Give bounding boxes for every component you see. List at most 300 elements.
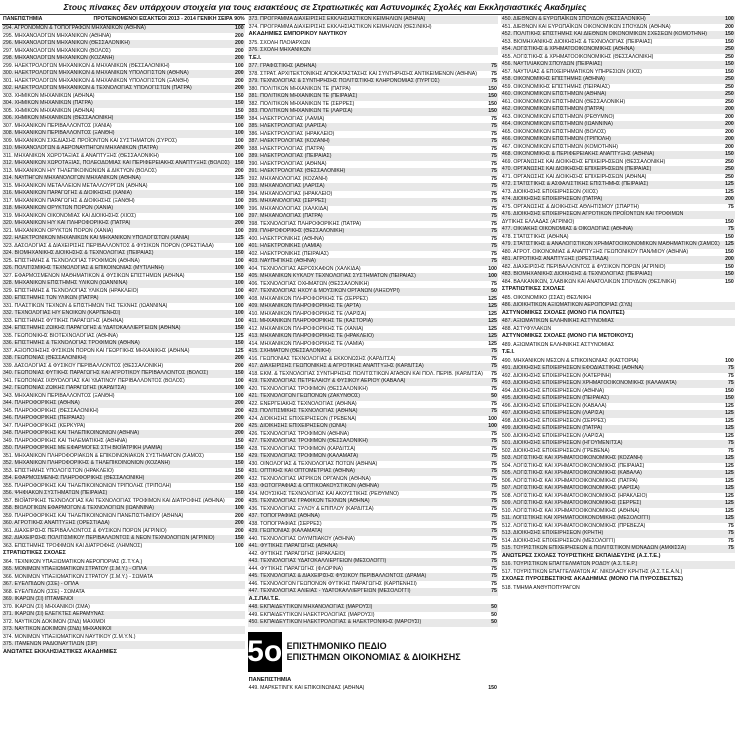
admission-count: 125	[725, 432, 734, 439]
department-name: 415. ΣΧΗΜΑΤΩΝ (ΘΕΣΣΑΛΟΝΙΚΗ)	[248, 348, 331, 355]
column-1-header	[2, 16, 245, 25]
department-name: 361. ΔΙΑΧΕΙΡΙΣΗΣ ΠΕΡΙΒΑΛΛΟΝΤΟΣ & ΦΥΣΙΚΩΝ ΠΟΡΩΝ (ΑΓΡΙΝΙΟ)	[3, 527, 167, 534]
list-item	[2, 55, 245, 63]
list-item	[501, 91, 735, 99]
department-name: 322. ΗΛΕΚΤΡΟΝΙΚΩΝ ΜΗΧΑΝΙΚΩΝ ΚΑΙ ΜΗΧΑΝΙΚΩΝ ΥΠΟΛΟΓΙΣΤΩΝ (ΧΑΝΙΑ)	[3, 235, 190, 242]
department-name: 470. ΟΡΓΑΝΩΣΗΣ ΚΑΙ ΔΙΟΙΚΗΣΗΣ ΕΠΙΧΕΙΡΗΣΕΩΝ (ΠΕΙΡΑΙΑΣ)	[501, 166, 652, 173]
department-name: 503. ΛΟΓΙΣΤΙΚΗΣ ΚΑΙ ΧΡΗΜΑΤΟΟΙΚΟΝΟΜΙΚΗΣ (ΚΟΖΑΝΗ)	[501, 455, 643, 462]
admission-count: 150	[234, 250, 244, 257]
department-name: 492. ΔΙΟΙΚΗΣΗΣ ΕΠΙΧΕΙΡΗΣΕΩΝ (ΚΑΤΕΡΙΝΗ)	[501, 372, 612, 379]
department-name: 309. ΜΗΧΑΝΙΚΩΝ ΣΧΕΔΙΑΣΗΣ ΠΡΟΪΟΝΤΩΝ ΚΑΙ ΣΥΣΤΗΜΑΤΩΝ (ΣΥΡΟΣ)	[3, 137, 177, 144]
department-name: 337. ΑΞΙΟΠΟΙΗΣΗΣ ΦΥΣΙΚΩΝ ΠΟΡΩΝ ΚΑΙ ΓΕΩΡΓΙΚΗΣ ΜΗΧΑΝΙΚΗΣ (ΑΘΗΝΑ)	[3, 347, 190, 354]
department-name: 297. ΜΗΧΑΝΟΛΟΓΩΝ ΜΗΧΑΝΙΚΩΝ (ΒΟΛΟΣ)	[3, 47, 111, 54]
list-item	[501, 545, 735, 553]
department-name: 419. ΤΕΧΝΟΛΟΓΙΑΣ ΠΕΤΡΕΛΑΙΟΥ & ΦΥΣΙΚΟΥ ΑΕΡΙΟΥ (ΚΑΒΑΛΑ)	[248, 378, 406, 385]
list-item	[2, 78, 245, 86]
department-name: 432. ΤΕΧΝΟΛΟΓΙΑΣ ΙΑΤΡΙΚΩΝ ΟΡΓΑΝΩΝ (ΑΘΗΝΑ)	[248, 475, 371, 482]
admission-count: 75	[491, 145, 497, 152]
list-item	[248, 348, 498, 356]
admission-count: 150	[725, 271, 734, 278]
list-item	[248, 303, 498, 311]
list-item	[2, 130, 245, 138]
department-name: 345. ΠΛΗΡΟΦΟΡΙΚΗΣ (ΘΕΣΣΑΛΟΝΙΚΗ)	[3, 407, 99, 414]
admission-count: 150	[725, 233, 734, 240]
list-item	[501, 326, 735, 334]
list-item	[501, 271, 735, 279]
admission-count: 75	[491, 123, 497, 130]
list-item	[501, 181, 735, 189]
admission-count: 75	[728, 226, 734, 233]
admission-count: 150	[725, 395, 734, 402]
admission-count: 75	[491, 430, 497, 437]
department-name: 511. ΛΟΓΙΣΤΙΚΗΣ ΚΑΙ ΧΡΗΜΑΤΟΟΙΚΟΝΟΜΙΚΗΣ (ΜΕΣΟΛΟΓΓΙ)	[501, 515, 651, 522]
department-name: 494. ΔΙΟΙΚΗΣΗΣ ΕΠΙΧΕΙΡΗΣΕΩΝ (ΑΘΗΝΑ)	[501, 387, 605, 394]
department-name: 334. ΕΠΙΣΤΗΜΗΣ ΖΩΙΚΗΣ ΠΑΡΑΓΩΓΗΣ & ΥΔΑΤΟΚΑΛΛΙΕΡΓΕΙΩΝ (ΑΘΗΝΑ)	[3, 325, 181, 332]
list-item	[2, 213, 245, 221]
list-item	[248, 423, 498, 431]
list-item	[501, 144, 735, 152]
admission-count: 75	[491, 445, 497, 452]
admission-count: 150	[488, 108, 497, 115]
department-name: 454. ΛΟΓΙΣΤΙΚΗΣ & ΧΡΗΜΑΤΟΟΙΚΟΝΟΜΙΚΗΣ (ΑΘΗΝΑ)	[501, 46, 635, 53]
list-item	[2, 235, 245, 243]
list-item	[2, 295, 245, 303]
department-name: 460. ΟΙΚΟΝΟΜΙΚΩΝ ΕΠΙΣΤΗΜΩΝ (ΑΘΗΝΑ)	[501, 91, 607, 98]
list-item	[248, 506, 498, 514]
admission-count: 150	[234, 107, 244, 114]
admission-count: 150	[234, 460, 244, 467]
department-name: 383. ΠΟΛΙΤΙΚΩΝ ΜΗΧΑΝΙΚΩΝ ΤΕ (ΛΑΡΙΣΑ)	[248, 108, 353, 115]
department-name: 463. ΟΙΚΟΝΟΜΙΚΩΝ ΕΠΙΣΤΗΜΩΝ (ΡΕΘΥΜΝΟ)	[501, 113, 615, 120]
list-item	[501, 129, 735, 137]
admission-count: 125	[725, 470, 734, 477]
admission-count: 100	[234, 302, 244, 309]
admission-count: 150	[234, 92, 244, 99]
admission-count: 200	[234, 362, 244, 369]
list-item	[248, 543, 498, 551]
list-item	[248, 198, 498, 206]
list-item	[501, 256, 735, 264]
department-name: 397. ΜΗΧΑΝΟΛΟΓΙΑΣ (ΠΑΤΡΑ)	[248, 213, 323, 220]
admission-count: 250	[725, 83, 734, 90]
department-name: 298. ΜΗΧΑΝΟΛΟΓΩΝ ΜΗΧΑΝΙΚΩΝ (ΚΟΖΑΝΗ)	[3, 55, 115, 62]
admission-count: 200	[234, 77, 244, 84]
list-item	[2, 535, 245, 543]
list-item	[501, 54, 735, 62]
admission-count: 75	[491, 550, 497, 557]
department-name: 431. ΟΠΤΙΚΗΣ ΚΑΙ ΟΠΤΟΜΕΤΡΙΑΣ (ΑΘΗΝΑ)	[248, 468, 355, 475]
department-name: 375. ΙΤΑΜΕΝΩΝ ΡΑΔΙΟΝΑΥΤΙΛΩΝ (ΣΙΡ)	[3, 641, 98, 648]
list-item	[501, 196, 735, 204]
admission-count: 125	[488, 318, 497, 325]
column-2-tail-list	[248, 677, 498, 693]
admission-count: 125	[725, 477, 734, 484]
admission-count: 75	[491, 198, 497, 205]
admission-count: 200	[234, 422, 244, 429]
department-name: 453. ΒΙΟΜΗΧΑΝΙΚΗΣ ΔΙΟΙΚΗΣΗΣ & ΤΕΧΝΟΛΟΓΙΑΣ (ΠΕΙΡΑΙΑΣ)	[501, 38, 653, 45]
admission-count: 250	[725, 158, 734, 165]
admission-count: 125	[725, 181, 734, 188]
list-item	[248, 161, 498, 169]
department-name: 509. ΛΟΓΙΣΤΙΚΗΣ ΚΑΙ ΧΡΗΜΑΤΟΟΙΚΟΝΟΜΙΚΗΣ (ΣΕΡΡΕΣ)	[501, 500, 642, 507]
admission-count: 150	[234, 445, 244, 452]
department-name: 351. ΜΗΧΑΝΙΚΩΝ ΠΛΗΡΟΦΟΡΙΑΚΩΝ & ΕΠΙΚΟΙΝΩΝΙΑΚΩΝ ΣΥΣΤΗΜΑΤΩΝ (ΣΑΜΟΣ)	[3, 452, 204, 459]
list-item	[248, 236, 498, 244]
department-name: 349. ΠΛΗΡΟΦΟΡΙΚΗΣ ΚΑΙ ΤΗΛΕΜΑΤΙΚΗΣ (ΑΘΗΝΑ)	[3, 437, 128, 444]
list-item	[248, 281, 498, 289]
department-name: 389. ΗΛΕΚΤΡΟΛΟΓΙΑΣ (ΠΕΙΡΑΙΑΣ)	[248, 153, 332, 160]
list-item	[501, 515, 735, 523]
list-item	[2, 198, 245, 206]
department-name: 339. ΔΑΣΟΛΟΓΙΑΣ & ΦΥΣΙΚΟΥ ΠΕΡΙΒΑΛΛΟΝΤΟΣ (ΘΕΣΣΑΛΟΝΙΚΗ)	[3, 362, 164, 369]
admission-count: 75	[491, 453, 497, 460]
department-name: 312. ΜΗΧΑΝΙΚΩΝ ΧΩΡΟΤΑΞΙΑΣ, ΠΟΛΕΟΔΟΜΙΑΣ ΚΑΙ ΠΕΡΙΦΕΡΕΙΑΚΗΣ ΑΝΑΠΤΥΞΗΣ (ΒΟΛΟΣ)	[3, 160, 230, 167]
department-name: 367. ΕΥΕΛΠΙΔΩΝ (ΣΣΕ) - ΟΠΛΑ	[3, 581, 79, 588]
list-item	[248, 401, 498, 409]
department-name: 321. ΜΗΧΑΝΙΚΩΝ ΟΡΥΚΤΩΝ ΠΟΡΩΝ (ΧΑΝΙΑ)	[3, 227, 114, 234]
list-item	[248, 243, 498, 251]
list-item	[2, 205, 245, 213]
department-name: 304. ΧΗΜΙΚΩΝ ΜΗΧΑΝΙΚΩΝ (ΠΑΤΡΑ)	[3, 100, 93, 107]
list-item	[248, 288, 498, 296]
admission-count: 75	[491, 505, 497, 512]
admission-count: 75	[728, 372, 734, 379]
list-item	[2, 408, 245, 416]
list-item	[501, 204, 735, 212]
list-item	[248, 416, 498, 424]
admission-count: 75	[491, 513, 497, 520]
column-1-header-right: ΠΡΟΤΕΙΝΟΜΕΝΟΙ ΕΙΣΑΚΤΕΟΙ 2013 - 2014 ΓΕΝΙΚΗ ΣΕΙΡΑ 90%	[93, 16, 245, 23]
admission-count: 125	[725, 241, 734, 248]
list-item	[248, 206, 498, 214]
list-item	[501, 114, 735, 122]
department-name: 327. ΕΦΑΡΜΟΣΜΕΝΩΝ ΜΑΘΗΜΑΤΙΚΩΝ & ΦΥΣΙΚΩΝ ΕΠΙΣΤΗΜΩΝ (ΑΘΗΝΑ)	[3, 272, 185, 279]
admission-count: 75	[491, 175, 497, 182]
list-item	[248, 311, 498, 319]
admission-count: 75	[491, 138, 497, 145]
section-heading: ΣΧΟΛΕΣ ΠΥΡΟΣΒΕΣΤΙΚΗΣ ΑΚΑΔΗΜΙΑΣ (ΜΟΝΟ ΓΙΑ ΠΥΡΟΣΒΕΣΤΕΣ)	[501, 576, 735, 585]
column-1	[2, 16, 245, 756]
admission-count: 125	[725, 492, 734, 499]
admission-count: 150	[234, 100, 244, 107]
department-name: 442. ΦΥΤΙΚΗΣ ΠΑΡΑΓΩΓΗΣ (ΗΡΑΚΛΕΙΟ)	[248, 550, 346, 557]
admission-count: 75	[491, 250, 497, 257]
department-name: 317. ΜΗΧΑΝΙΚΩΝ ΠΑΡΑΓΩΓΗΣ & ΔΙΟΙΚΗΣΗΣ (ΞΑΝΘΗ)	[3, 197, 135, 204]
department-name: 331. ΠΛΑΣΤΙΚΩΝ ΤΕΧΝΩΝ & ΕΠΙΣΤΗΜΩΝ ΤΗΣ ΤΕΧΝΗΣ (ΙΩΑΝΝΙΝΑ)	[3, 302, 168, 309]
admission-count: 125	[234, 235, 244, 242]
list-item	[501, 46, 735, 54]
admission-count: 125	[725, 462, 734, 469]
department-name: 405. ΜΗΧΑΝΙΚΩΝ ΚΥΚΛΟΥ ΤΕΧΝΟΛΟΓΙΑΣ ΣΥΣΤΗΜΑΤΩΝ (ΠΕΙΡΑΙΑΣ)	[248, 273, 416, 280]
department-name: 341. ΓΕΩΠΟΝΙΑΣ ΙΧΘΥΟΛΟΓΙΑΣ ΚΑΙ ΥΔΑΤΙΝΟΥ ΠΕΡΙΒΑΛΛΟΝΤΟΣ (ΒΟΛΟΣ)	[3, 377, 185, 384]
admission-count: 150	[234, 490, 244, 497]
department-name: 411. ΜΗΧΑΝΙΚΩΝ ΠΛΗΡΟΦΟΡΙΚΗΣ ΤΕ (ΚΑΣΤΟΡΙΑ)	[248, 318, 373, 325]
department-name: 378. ΣΤΡΑΤ. ΑΡΧΙΤΕΚΤΟΝΙΚΗΣ ΑΠΟΚΑΤΑΣΤΑΣΗΣ ΚΑΙ ΣΥΝΤΗΡΗΣΗΣ ΑΝΤΙΚΕΙΜΕΝΩΝ (ΑΘΗΝΑ)	[248, 70, 477, 77]
admission-count: 75	[491, 400, 497, 407]
department-name: 320. ΜΗΧΑΝΙΚΩΝ Η/Υ ΚΑΙ ΠΛΗΡΟΦΟΡΙΚΗΣ (ΠΑΤΡΑ)	[3, 220, 131, 227]
list-item	[2, 611, 245, 619]
list-item	[2, 559, 245, 567]
department-name: 303. ΧΗΜΙΚΩΝ ΜΗΧΑΝΙΚΩΝ (ΑΘΗΝΑ)	[3, 92, 95, 99]
department-name: 315. ΜΗΧΑΝΙΚΩΝ ΜΕΤΑΛΛΕΙΩΝ ΜΕΤΑΛΛΟΥΡΓΩΝ (ΑΘΗΝΑ)	[3, 182, 148, 189]
list-item	[248, 612, 498, 620]
list-item	[2, 153, 245, 161]
admission-count: 100	[234, 130, 244, 137]
list-item	[248, 63, 498, 71]
department-name: 472. ΣΤΑΤΙΣΤΙΚΗΣ & ΑΣΦΑΛΙΣΤΙΚΗΣ ΕΠΙΣΤΗΜΗΣ (ΠΕΙΡΑΙΑΣ)	[501, 181, 649, 188]
department-name: 437. ΤΟΠΟΓΡΑΦΙΑΣ (ΑΘΗΝΑ)	[248, 513, 320, 520]
department-name: 417. ΔΙΑΧΕΙΡΙΣΗΣ ΓΕΩΠΟΝΙΚΗΣ & ΑΓΡΟΤΙΚΗΣ ΑΝΑΠΤΥΞΗΣ (ΚΑΡΔΙΤΣΑ)	[248, 363, 424, 370]
list-item	[2, 423, 245, 431]
list-item	[2, 25, 245, 33]
list-item	[248, 453, 498, 461]
department-name: 502. ΔΙΟΙΚΗΣΗΣ ΕΠΙΧΕΙΡΗΣΕΩΝ (ΓΡΕΒΕΝΑ)	[501, 447, 610, 454]
department-name: 409. ΜΗΧΑΝΙΚΩΝ ΠΛΗΡΟΦΟΡΙΚΗΣ ΤΕ (ΑΡΤΑ)	[248, 303, 361, 310]
department-name: 386. ΗΛΕΚΤΡΟΛΟΓΙΑΣ (ΗΡΑΚΛΕΙΟ)	[248, 130, 335, 137]
department-name: 348. ΠΛΗΡΟΦΟΡΙΚΗΣ ΚΑΙ ΤΗΛΕΠΙΚΟΙΝΩΝΙΩΝ (ΑΘΗΝΑ)	[3, 430, 140, 437]
list-item	[248, 408, 498, 416]
admission-count: 150	[725, 248, 734, 255]
department-name: 455. ΛΟΓΙΣΤΙΚΗΣ & ΧΡΗΜΑΤΟΟΙΚΟΝΟΜΙΚΗΣ (ΘΕΣΣΑΛΟΝΙΚΗ)	[501, 53, 654, 60]
admission-count: 100	[234, 182, 244, 189]
admission-count: 75	[491, 355, 497, 362]
admission-count: 75	[491, 280, 497, 287]
list-item	[248, 123, 498, 131]
admission-count: 125	[234, 347, 244, 354]
admission-count: 150	[234, 370, 244, 377]
department-name: 316. ΜΗΧΑΝΙΚΩΝ ΠΑΡΑΓΩΓΗΣ & ΔΙΟΙΚΗΣΗΣ (ΧΑΝΙΑ)	[3, 190, 132, 197]
page-header: Στους πίνακες δεν υπάρχουν στοιχεία για τους εισακτέους σε Στρατιωτικές και Αστυνομικές Σχολές και Εκκλησιαστικές Ακαδημίες	[0, 0, 650, 15]
admission-count: 75	[491, 468, 497, 475]
list-item	[2, 475, 245, 483]
admission-count: 100	[234, 205, 244, 212]
column-3-list	[501, 16, 735, 592]
department-name: 299. ΗΛΕΚΤΡΟΛΟΓΩΝ ΜΗΧΑΝΙΚΩΝ & ΜΗΧΑΝΙΚΩΝ (ΘΕΣΣΑΛΟΝΙΚΗ)	[3, 62, 170, 69]
list-item	[2, 490, 245, 498]
department-name: 393. ΜΗΧΑΝΟΛΟΓΙΑΣ (ΛΑΡΙΣΑ)	[248, 183, 325, 190]
admission-count: 200	[234, 527, 244, 534]
department-name: 396. ΜΗΧΑΝΟΛΟΓΙΑΣ (ΧΑΛΚΙΔΑ)	[248, 205, 329, 212]
list-item	[2, 168, 245, 176]
admission-count: 75	[728, 440, 734, 447]
admission-count: 125	[488, 325, 497, 332]
admission-count: 150	[234, 535, 244, 542]
list-item	[248, 551, 498, 559]
list-item	[2, 355, 245, 363]
admission-count: 150	[725, 218, 734, 225]
department-name: 307. ΜΗΧΑΝΙΚΩΝ ΠΕΡΙΒΑΛΛΟΝΤΟΣ (ΧΑΝΙΑ)	[3, 122, 112, 129]
department-name: 478. ΣΤΑΤΙΣΤΙΚΗΣ (ΑΘΗΝΑ)	[501, 233, 569, 240]
admission-count: 200	[725, 256, 734, 263]
admission-count: 75	[728, 522, 734, 529]
list-item	[2, 288, 245, 296]
department-name: 517. ΤΟΥΡΙΣΤΙΚΩΝ ΕΠΑΓΓΕΛΜΑΤΩΝ ΑΓ. ΝΙΚΟΛΑΟΥ ΚΡΗΤΗΣ (Α.Σ.Τ.Ε.Α.Ν.)	[501, 568, 683, 575]
list-item	[501, 433, 735, 441]
admission-count: 75	[491, 520, 497, 527]
department-name: 344. ΠΛΗΡΟΦΟΡΙΚΗΣ (ΑΘΗΝΑ)	[3, 400, 80, 407]
list-item	[501, 388, 735, 396]
department-name: 462. ΟΙΚΟΝΟΜΙΚΩΝ ΕΠΙΣΤΗΜΩΝ (ΠΑΤΡΑ)	[501, 106, 605, 113]
admission-count: 100	[234, 212, 244, 219]
list-item	[248, 685, 498, 693]
list-item	[501, 99, 735, 107]
department-name: 330. ΕΠΙΣΤΗΜΗΣ ΤΩΝ ΥΛΙΚΩΝ (ΠΑΤΡΑ)	[3, 295, 99, 302]
list-item	[2, 123, 245, 131]
admission-count: 50	[491, 619, 497, 626]
department-name: 507. ΛΟΓΙΣΤΙΚΗΣ ΚΑΙ ΧΡΗΜΑΤΟΟΙΚΟΝΟΜΙΚΗΣ (ΛΑΡΙΣΑ)	[501, 485, 640, 492]
list-item	[248, 146, 498, 154]
department-name: 343. ΜΗΧΑΝΙΚΩΝ ΠΕΡΙΒΑΛΛΟΝΤΟΣ (ΞΑΝΘΗ)	[3, 392, 115, 399]
department-name: 483. ΒΙΟΜΗΧΑΝΙΚΗΣ ΔΙΟΙΚΗΣΗΣ & ΤΕΧΝΟΛΟΓΙΑΣ (ΠΕΙΡΑΙΑΣ)	[501, 271, 653, 278]
list-item	[501, 76, 735, 84]
list-item	[501, 211, 735, 219]
department-name: 399. ΠΛΗΡΟΦΟΡΙΚΗΣ (ΘΕΣΣΑΛΟΝΙΚΗ)	[248, 228, 345, 235]
list-item	[248, 604, 498, 612]
department-name: 369. ΙΚΑΡΩΝ (ΣΙ) ΙΠΤΑΜΕΝΟΙ	[3, 596, 74, 603]
list-item	[248, 93, 498, 101]
department-name: 477. ΟΙΚΙΑΚΗΣ ΟΙΚΟΝΟΜΙΑΣ & ΟΙΚΟΛΟΓΙΑΣ (ΑΘΗΝΑ)	[501, 226, 633, 233]
department-name: 406. ΤΕΧΝΟΛΟΓΙΑΣ ΟΧΗΜΑΤΩΝ (ΘΕΣΣΑΛΟΝΙΚΗ)	[248, 280, 370, 287]
list-item	[501, 530, 735, 538]
admission-count: 150	[725, 278, 734, 285]
list-item	[2, 250, 245, 258]
list-item	[2, 574, 245, 582]
admission-count: 75	[491, 490, 497, 497]
department-name: 387. ΗΛΕΚΤΡΟΛΟΓΙΑΣ (ΚΟΖΑΝΗ)	[248, 138, 330, 145]
admission-count: 150	[234, 160, 244, 167]
list-item	[501, 174, 735, 182]
admission-count: 75	[491, 498, 497, 505]
admission-count: 125	[488, 333, 497, 340]
list-item	[2, 634, 245, 642]
list-item	[501, 478, 735, 486]
list-item	[248, 498, 498, 506]
list-item	[248, 16, 498, 24]
department-name: 468. ΟΙΚΟΝΟΜΙΚΗΣ & ΠΕΡΙΦΕΡΕΙΑΚΗΣ ΑΝΑΠΤΥΞΗΣ (ΑΘΗΝΑ)	[501, 151, 655, 158]
admission-count: 200	[234, 415, 244, 422]
list-item	[501, 264, 735, 272]
list-item	[501, 302, 735, 310]
department-name: 324. ΒΙΟΜΗΧΑΝΙΚΗΣ ΔΙΟΙΚΗΣΗΣ & ΤΕΧΝΟΛΟΓΙΑΣ (ΠΕΙΡΑΙΑΣ)	[3, 250, 154, 257]
admission-count: 100	[234, 287, 244, 294]
department-name: 436. ΤΕΧΝΟΛΟΓΙΑΣ ΞΥΛΟΥ & ΕΠΙΠΛΟΥ (ΚΑΡΔΙΤΣΑ)	[248, 505, 374, 512]
admission-count: 75	[728, 530, 734, 537]
department-name: 314. ΝΑΥΠΗΓΩΝ ΜΗΧΑΝΟΛΟΓΩΝ ΜΗΧΑΝΙΚΩΝ (ΑΘΗΝΑ)	[3, 175, 141, 182]
department-name: 360. ΑΓΡΟΤΙΚΗΣ ΑΝΑΠΤΥΞΗΣ (ΟΡΕΣΤΙΑΔΑ)	[3, 520, 110, 527]
admission-count: 100	[234, 295, 244, 302]
department-name: 491. ΔΙΟΙΚΗΣΗΣ ΕΠΙΧΕΙΡΗΣΕΩΝ ΕΦΟΔΙΑΣΤΙΚΗΣ (ΑΘΗΝΑ)	[501, 365, 644, 372]
department-name: 444. ΦΥΤΙΚΗΣ ΠΑΡΑΓΩΓΗΣ (ΦΛΩΡΙΝΑ)	[248, 565, 343, 572]
admission-count: 150	[234, 452, 244, 459]
admission-count: 125	[725, 507, 734, 514]
list-item	[248, 356, 498, 364]
list-item	[2, 228, 245, 236]
admission-count: 250	[725, 91, 734, 98]
list-item	[2, 145, 245, 153]
department-name: 398. ΤΕΧΝΟΛΟΓΙΑΣ ΠΛΗΡΟΦΟΡΙΚΗΣ (ΠΑΤΡΑ)	[248, 220, 362, 227]
column-3	[501, 16, 735, 756]
department-name: 449. ΕΚΠΑΙΔΕΥΤΙΚΩΝ ΗΛΕΚΤΡΟΛΟΓΙΑΣ (ΜΑΡΟΥΣΙ)	[248, 611, 375, 618]
list-item	[501, 136, 735, 144]
department-name: 501. ΔΙΟΙΚΗΣΗΣ ΕΠΙΧΕΙΡΗΣΕΩΝ (ΗΓΟΥΜΕΝΙΤΣΑ)	[501, 440, 623, 447]
list-item	[501, 418, 735, 426]
department-name: 366. ΜΟΝΙΜΩΝ ΥΠΑΞΙΩΜΑΤΙΚΩΝ ΣΤΡΑΤΟΥ (Σ.Μ.Υ.) - ΣΩΜΑΤΑ	[3, 573, 153, 580]
list-item	[248, 273, 498, 281]
admission-count: 125	[725, 425, 734, 432]
list-item	[248, 266, 498, 274]
list-item	[248, 40, 498, 48]
list-item	[248, 461, 498, 469]
admission-count: 200	[234, 475, 244, 482]
admission-count: 75	[491, 580, 497, 587]
admission-count: 200	[725, 136, 734, 143]
admission-count: 200	[234, 220, 244, 227]
list-item	[248, 116, 498, 124]
admission-count: 75	[491, 378, 497, 385]
admission-count: 150	[488, 100, 497, 107]
list-item	[501, 219, 735, 227]
list-item	[248, 386, 498, 394]
section-heading: Τ.Ε.Ι.	[501, 349, 735, 358]
list-item	[248, 566, 498, 574]
admission-count: 100	[234, 62, 244, 69]
list-item	[248, 573, 498, 581]
department-name: 375. ΣΧΟΛΗ ΠΛΟΙΑΡΧΩΝ	[248, 39, 311, 46]
admission-count: 75	[491, 243, 497, 250]
list-item	[248, 483, 498, 491]
admission-count: 250	[725, 166, 734, 173]
department-name: 363. ΕΠΙΣΤΗΜΗΣ ΤΡΟΦΙΜΩΝ ΚΑΙ ΔΙΑΤΡΟΦΗΣ (ΛΗΜΝΟΣ)	[3, 542, 143, 549]
department-name: 408. ΜΗΧΑΝΙΚΩΝ ΠΛΗΡΟΦΟΡΙΚΗΣ ΤΕ (ΣΕΡΡΕΣ)	[248, 295, 368, 302]
department-name: 433. ΦΩΤΟΓΡΑΦΙΑΣ & ΟΠΤΙΚΟΑΚΟΥΣΤΙΚΩΝ (ΑΘΗΝΑ)	[248, 483, 379, 490]
column-1-list	[2, 25, 245, 657]
admission-count: 125	[725, 500, 734, 507]
admission-count: 200	[725, 143, 734, 150]
admission-count: 100	[234, 122, 244, 129]
list-item	[2, 310, 245, 318]
department-name: 485. ΟΙΚΟΝΟΜΙΚΟ (ΣΣΑΣ) ΘΕΣ/ΝΙΚΗ	[501, 294, 592, 301]
admission-count: 75	[728, 537, 734, 544]
admission-count: 75	[728, 365, 734, 372]
list-item	[2, 400, 245, 408]
admission-count: 150	[234, 325, 244, 332]
admission-count: 200	[725, 113, 734, 120]
list-item	[501, 493, 735, 501]
department-name: 434. ΜΟΥΣΙΚΗΣ ΤΕΧΝΟΛΟΓΙΑΣ ΚΑΙ ΑΚΟΥΣΤΙΚΗΣ (ΡΕΘΥΜΝΟ)	[248, 490, 399, 497]
list-item	[2, 483, 245, 491]
admission-count: 200	[234, 400, 244, 407]
department-name: 471. ΟΡΓΑΝΩΣΗΣ ΚΑΙ ΔΙΟΙΚΗΣΗΣ ΕΠΙΧΕΙΡΗΣΕΩΝ (ΑΘΗΝΑ)	[501, 173, 647, 180]
admission-count: 75	[728, 203, 734, 210]
department-name: 364. ΤΕΧΝΙΚΩΝ ΥΠΑΞΙΩΜΑΤΙΚΩΝ ΑΕΡΟΠΟΡΙΑΣ (Σ.Τ.Υ.Α.)	[3, 558, 143, 565]
department-name: 489. ΑΞΙΩΜΑΤΙΚΩΝ ΕΛΛΗΝΙΚΗΣ ΑΣΤΥΝΟΜΙΑΣ	[501, 341, 615, 348]
section-heading: ΠΑΝΕΠΙΣΤΗΜΙΑ	[248, 677, 498, 686]
department-name: 325. ΕΠΙΣΤΗΜΗΣ & ΤΕΧΝΟΛΟΓΙΑΣ ΤΡΟΦΙΜΩΝ (ΑΘΗΝΑ)	[3, 257, 140, 264]
department-name: 465. ΟΙΚΟΝΟΜΙΚΩΝ ΕΠΙΣΤΗΜΩΝ (ΒΟΛΟΣ)	[501, 128, 606, 135]
department-name: 466. ΟΙΚΟΝΟΜΙΚΩΝ ΕΠΙΣΤΗΜΩΝ (ΤΡΙΠΟΛΗ)	[501, 136, 611, 143]
list-item	[248, 371, 498, 379]
list-item	[2, 528, 245, 536]
department-name: 424. ΔΙΟΙΚΗΣΗΣ ΕΠΙΧΕΙΡΗΣΕΩΝ (ΓΡΕΒΕΝΑ)	[248, 415, 357, 422]
list-item	[248, 168, 498, 176]
department-name: 319. ΜΗΧΑΝΙΚΩΝ ΟΙΚΟΝΟΜΙΑΣ ΚΑΙ ΔΙΟΙΚΗΣΗΣ (ΧΙΟΣ)	[3, 212, 137, 219]
department-name: 400. ΗΛΕΚΤΡΟΝΙΚΗΣ (ΑΘΗΝΑ)	[248, 235, 324, 242]
department-name: 347. ΠΛΗΡΟΦΟΡΙΚΗΣ (ΚΕΡΚΥΡΑ)	[3, 422, 86, 429]
admission-count: 100	[488, 273, 497, 280]
admission-count: 150	[234, 467, 244, 474]
admission-count: 150	[725, 263, 734, 270]
department-name: 403. ΝΑΥΠΗΓΙΚΗΣ (ΑΘΗΝΑ)	[248, 258, 316, 265]
